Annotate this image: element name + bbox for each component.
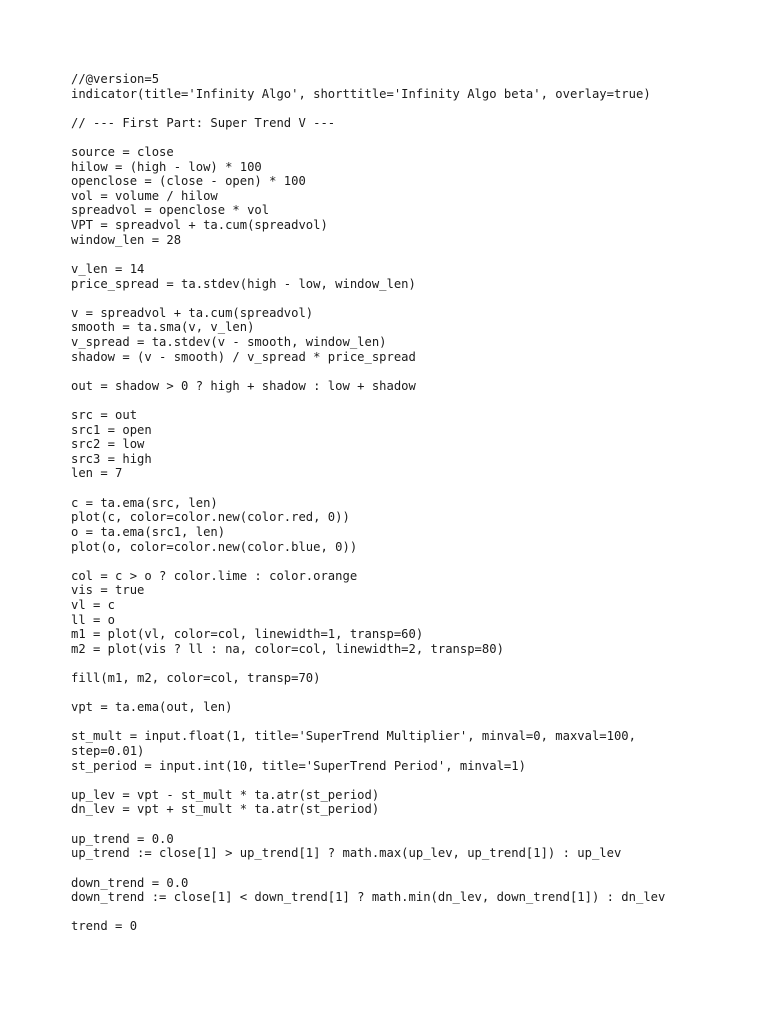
- code-line: up_trend = 0.0: [71, 831, 174, 846]
- code-line: VPT = spreadvol + ta.cum(spreadvol): [71, 218, 328, 233]
- code-line: [71, 130, 768, 145]
- code-line: c = ta.ema(src, len): [71, 495, 218, 510]
- code-line: down_trend := close[1] < down_trend[1] ? math.min(dn_lev, down_trend[1]) : dn_lev: [71, 890, 666, 905]
- code-line: down_trend = 0.0: [71, 875, 189, 890]
- code-line: vpt = ta.ema(out, len): [71, 700, 233, 715]
- code-line: src2 = low: [71, 437, 145, 452]
- code-line: dn_lev = vpt + st_mult * ta.atr(st_period): [71, 802, 380, 817]
- code-line: source = close: [71, 145, 174, 160]
- code-line: v_len = 14: [71, 261, 145, 276]
- code-line: up_lev = vpt - st_mult * ta.atr(st_period): [71, 787, 380, 802]
- code-line: st_mult = input.float(1, title='SuperTrend Multiplier', minval=0, maxval=100,: [71, 729, 636, 744]
- code-line: [71, 656, 768, 671]
- code-line: [71, 905, 768, 920]
- code-line: vl = c: [71, 597, 116, 612]
- code-line: indicator(title='Infinity Algo', shorttitle='Infinity Algo beta', overlay=true): [71, 86, 651, 101]
- code-line: [71, 686, 768, 701]
- code-line: ll = o: [71, 612, 116, 627]
- code-line: vol = volume / hilow: [71, 188, 218, 203]
- code-line: m2 = plot(vis ? ll : na, color=col, linewidth=2, transp=80): [71, 641, 504, 656]
- code-line: up_trend := close[1] > up_trend[1] ? math.max(up_lev, up_trend[1]) : up_lev: [71, 846, 622, 861]
- code-line: [71, 481, 768, 496]
- code-line: smooth = ta.sma(v, v_len): [71, 320, 255, 335]
- code-line: [71, 393, 768, 408]
- code-line: // --- First Part: Super Trend V ---: [71, 115, 336, 130]
- code-line: len = 7: [71, 466, 123, 481]
- code-line: m1 = plot(vl, color=col, linewidth=1, transp=60): [71, 627, 424, 642]
- code-line: fill(m1, m2, color=col, transp=70): [71, 670, 321, 685]
- code-line: [71, 364, 768, 379]
- code-line: src = out: [71, 408, 138, 423]
- code-line: [71, 861, 768, 876]
- code-line: out = shadow > 0 ? high + shadow : low + shadow: [71, 378, 416, 393]
- code-line: [71, 817, 768, 832]
- code-line: trend = 0: [71, 919, 138, 934]
- code-line: [71, 773, 768, 788]
- code-line: window_len = 28: [71, 232, 182, 247]
- code-line: plot(o, color=color.new(color.blue, 0)): [71, 539, 358, 554]
- code-line: openclose = (close - open) * 100: [71, 174, 306, 189]
- code-line: [71, 247, 768, 262]
- code-line: hilow = (high - low) * 100: [71, 159, 262, 174]
- code-line: price_spread = ta.stdev(high - low, window_len): [71, 276, 416, 291]
- code-line: o = ta.ema(src1, len): [71, 524, 226, 539]
- code-line: vis = true: [71, 583, 145, 598]
- code-block: [71, 72, 768, 934]
- code-line: plot(c, color=color.new(color.red, 0)): [71, 510, 350, 525]
- code-line: spreadvol = openclose * vol: [71, 203, 270, 218]
- code-line: col = c > o ? color.lime : color.orange: [71, 568, 358, 583]
- code-line: [71, 101, 768, 116]
- code-line: [71, 291, 768, 306]
- code-line: src1 = open: [71, 422, 152, 437]
- code-line: //@version=5: [71, 72, 160, 86]
- code-line: shadow = (v - smooth) / v_spread * price_spread: [71, 349, 416, 364]
- code-line: v = spreadvol + ta.cum(spreadvol): [71, 305, 314, 320]
- code-line: src3 = high: [71, 451, 152, 466]
- code-line: st_period = input.int(10, title='SuperTrend Period', minval=1): [71, 758, 526, 773]
- code-line: step=0.01): [71, 744, 145, 759]
- code-line: v_spread = ta.stdev(v - smooth, window_len): [71, 334, 387, 349]
- code-line: [71, 715, 768, 730]
- code-line: [71, 554, 768, 569]
